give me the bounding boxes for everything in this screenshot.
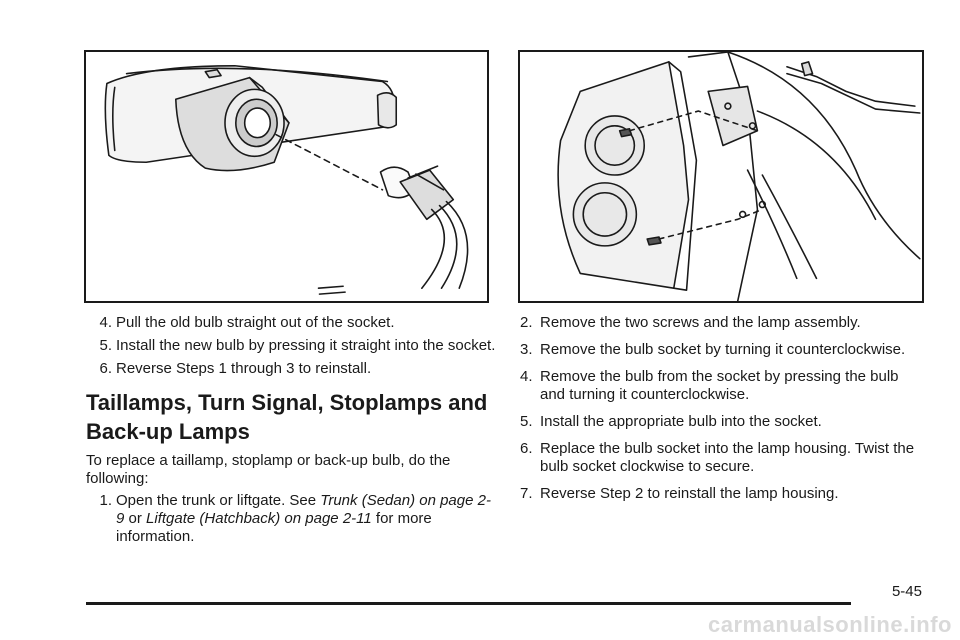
step-text: Replace the bulb socket into the lamp housing. Twist the bulb socket clockwise to secure. [540,440,915,475]
right-column [520,314,920,512]
step-text: Install the new bulb by pressing it straight into the socket. [116,337,496,354]
step-number: 6. [99,360,112,377]
step-item [520,314,920,332]
page-number: 5-45 [891,583,922,600]
step-text: Install the appropriate bulb into the socket. [540,413,822,430]
step-text: Pull the old bulb straight out of the socket. [116,314,395,331]
step-number: 5. [520,413,533,430]
step-text: Reverse Steps 1 through 3 to reinstall. [116,360,372,377]
step-item [520,368,920,404]
step-number: 7. [520,485,533,502]
step-item [86,492,496,546]
step-text: Remove the bulb from the socket by pressing the bulb and turning it counterclockwise. [540,368,899,403]
step-number: 2. [520,314,533,331]
step-text-post: for more information. [116,510,432,545]
step-item [520,341,920,359]
step-text: Remove the bulb socket by turning it counterclockwise. [540,341,906,358]
step-text-pre: Open the trunk or liftgate. See [116,492,321,509]
watermark: carmanualsonline.info [708,612,952,637]
liftgate-reference-link[interactable]: Liftgate (Hatchback) on page 2-11 [146,510,372,527]
step-number: 4. [520,368,533,385]
taillamp-drawing [520,52,922,301]
trunk-reference-link[interactable]: Trunk (Sedan) on page 2-9 [116,492,491,527]
step-item [86,337,496,355]
step-number: 5. [99,337,112,354]
intro-paragraph: To replace a taillamp, stoplamp or back-up bulb, do the following: [86,452,451,487]
step-item [86,314,496,332]
step-text: Remove the two screws and the lamp assembly. [540,314,861,331]
step-text-mid: or [124,510,147,527]
step-text [116,492,491,545]
taillamp-removal-illustration [518,50,924,303]
footer-rule [86,602,851,605]
bulb-socket-drawing [86,52,487,301]
bulb-socket-illustration [84,50,489,303]
step-number: 6. [520,440,533,457]
step-text: Reverse Step 2 to reinstall the lamp housing. [540,485,839,502]
step-item [86,360,496,378]
section-heading: Taillamps, Turn Signal, Stoplamps and Back-up Lamps [86,390,488,444]
step-number: 3. [520,341,533,358]
step-number: 1. [99,492,112,509]
step-item [520,440,920,476]
step-item [520,413,920,431]
left-column [86,314,496,551]
step-item [520,485,920,503]
step-number: 4. [99,314,112,331]
